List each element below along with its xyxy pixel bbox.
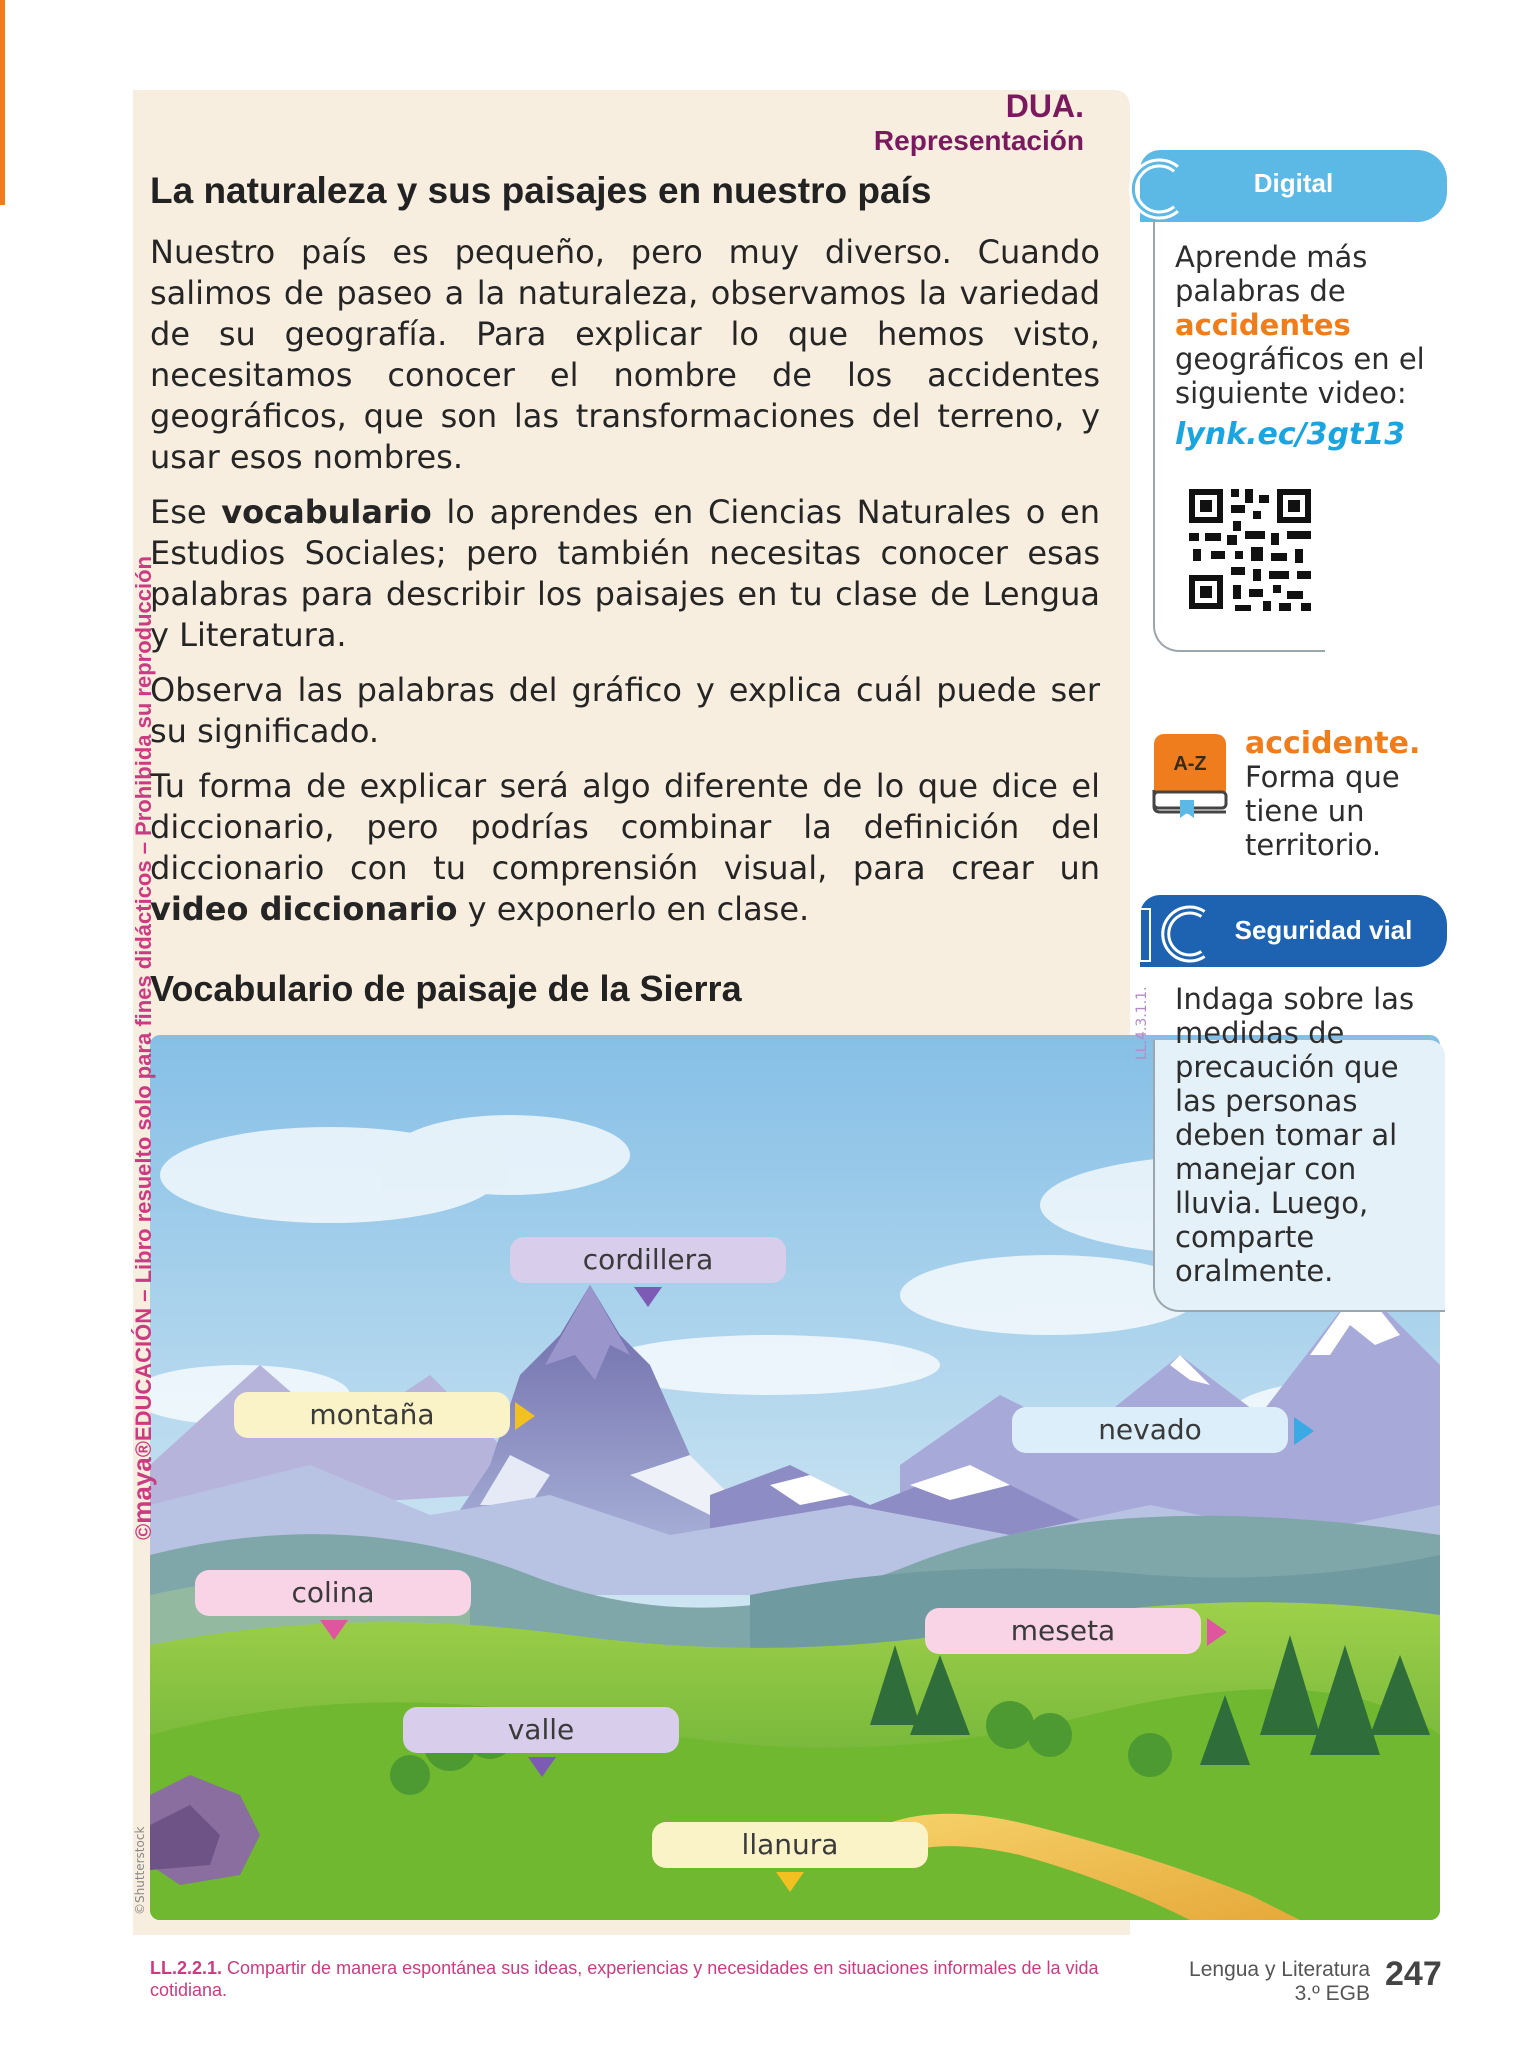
- curriculum-code: LL.2.2.1.: [150, 1958, 223, 1978]
- body-text: [150, 232, 1100, 944]
- publisher-brand: maya: [127, 1457, 157, 1524]
- arrow-colina: [320, 1620, 348, 1640]
- arrow-meseta: [1207, 1618, 1227, 1646]
- arrow-nevado: [1294, 1417, 1314, 1445]
- road-safety-ic-icon: [1133, 900, 1211, 968]
- footer-subject: [1155, 1958, 1370, 2006]
- dua-badge: [800, 88, 1084, 158]
- video-link[interactable]: lynk.ec/3gt13: [1175, 417, 1406, 452]
- label-valle: valle: [403, 1707, 679, 1753]
- label-nevado: nevado: [1012, 1407, 1288, 1453]
- digital-line-5: siguiente video:: [1175, 376, 1407, 410]
- label-colina: colina: [195, 1570, 471, 1616]
- p2-text: Ese: [150, 493, 222, 531]
- page-title: La naturaleza y sus paisajes en nuestro país: [150, 170, 932, 211]
- arrow-valle: [528, 1757, 556, 1777]
- image-credit: ©Shutterstock: [133, 1826, 147, 1915]
- p2-text-end: lo aprendes en Ciencias Naturales o en Estudios Sociales; pero también necesitas conocer esas palabras para describir los paisajes en tu clase de Lengua y Literatura.: [150, 493, 1101, 654]
- paragraph-1: Nuestro país es pequeño, pero muy diverso. Cuando salimos de paseo a la naturaleza, observamos la variedad de su geografía. Para explicar lo que hemos visto, necesitamos conocer el nombre de los accidentes geográficos, que son las transformaciones del terreno, y usar esos nombres.: [150, 233, 1100, 476]
- arrow-montana: [515, 1402, 535, 1430]
- dictionary-icon-label: A-Z: [1173, 753, 1207, 775]
- curriculum-standard: [150, 1957, 1110, 2001]
- copyright-symbol: ©: [131, 1523, 156, 1540]
- arrow-llanura: [776, 1872, 804, 1892]
- digital-line-4: geográficos en el: [1175, 342, 1425, 376]
- paragraph-2: [150, 492, 1100, 656]
- digital-header-label: Digital: [1253, 168, 1334, 198]
- paragraph-3: Observa las palabras del gráfico y explica cuál puede ser su significado.: [150, 671, 1100, 750]
- arrow-cordillera: [634, 1287, 662, 1307]
- digital-line-1: Aprende más: [1175, 240, 1368, 274]
- dictionary-book-icon: [1150, 730, 1232, 820]
- paragraph-4: [150, 766, 1100, 930]
- digital-c-icon: [1128, 155, 1188, 223]
- section-subtitle: Vocabulario de paisaje de la Sierra: [150, 968, 742, 1009]
- digital-text: [1175, 240, 1445, 410]
- page-number: 247: [1385, 1955, 1442, 1993]
- curriculum-text: Compartir de manera espontánea sus ideas, experiencias y necesidades en situaciones informales de la vida cotidiana.: [150, 1958, 1099, 2000]
- copyright-text: ®EDUCACIÓN – Libro resuelto solo para fines didácticos – Prohibida su reproducción: [131, 556, 156, 1458]
- dictionary-word: accidente.: [1245, 726, 1421, 761]
- subject-name: Lengua y Literatura: [1189, 1958, 1370, 1981]
- p2-bold: vocabulario: [221, 493, 432, 531]
- qr-code[interactable]: [1175, 475, 1325, 623]
- road-safety-code: LL.4.3.1.1.: [1134, 986, 1150, 1060]
- grade-level: 3.º EGB: [1294, 1982, 1370, 2005]
- label-montana: montaña: [234, 1392, 510, 1438]
- digital-highlight: accidentes: [1175, 308, 1351, 342]
- dua-title: DUA.: [1005, 88, 1084, 124]
- label-cordillera: cordillera: [510, 1237, 786, 1283]
- p4-text: Tu forma de explicar será algo diferente de lo que dice el diccionario, pero podrías combinar la definición del diccionario con tu comprensión visual, para crear un: [150, 767, 1100, 887]
- p4-text-end: y exponerlo en clase.: [457, 890, 810, 928]
- road-safety-text: Indaga sobre las medidas de precaución que las personas deben tomar al manejar con lluvia. Luego, comparte oralmente.: [1175, 982, 1415, 1288]
- label-llanura: llanura: [652, 1822, 928, 1868]
- page-edge-marker: [0, 0, 5, 205]
- dua-subtitle: Representación: [873, 125, 1084, 156]
- digital-line-2: palabras de: [1175, 274, 1346, 308]
- label-meseta: meseta: [925, 1608, 1201, 1654]
- road-safety-header-label: Seguridad vial: [1234, 915, 1413, 945]
- p4-bold: video diccionario: [150, 890, 458, 928]
- dictionary-definition: Forma que tiene un territorio.: [1245, 760, 1400, 862]
- copyright-notice: [127, 556, 158, 1540]
